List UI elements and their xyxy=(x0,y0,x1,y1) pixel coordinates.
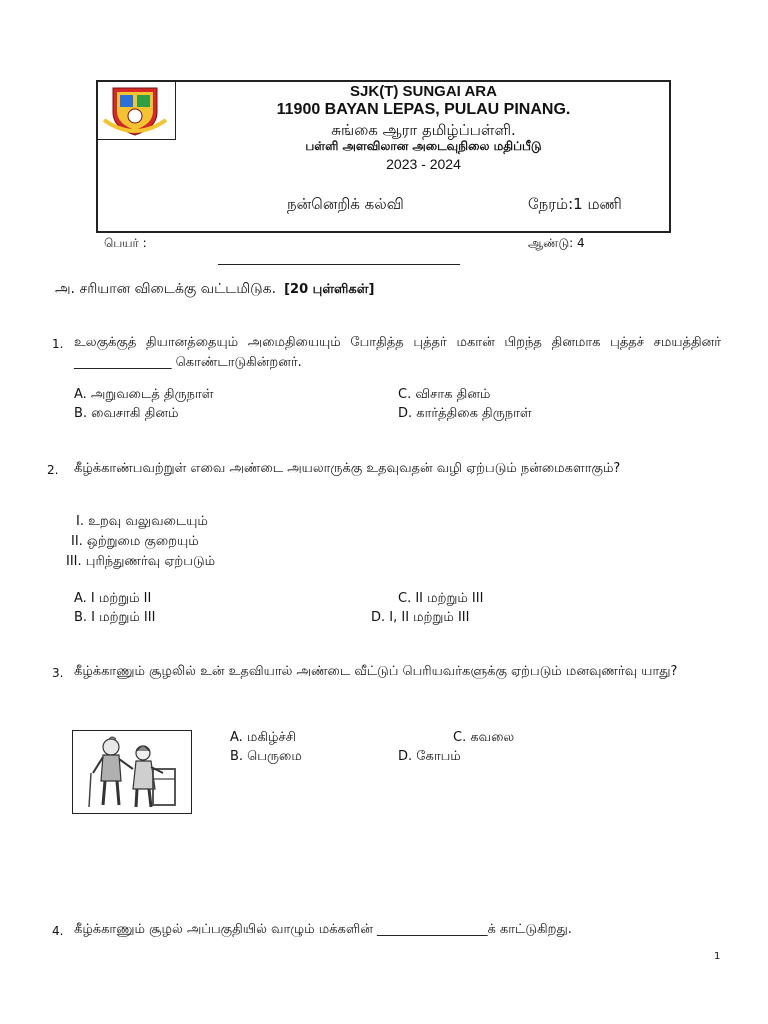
option-b[interactable]: B. I மற்றும் III xyxy=(74,610,156,625)
option-d[interactable]: D. கோபம் xyxy=(398,749,461,764)
statement-3: III. புரிந்துணர்வு ஏற்படும் xyxy=(66,554,216,569)
option-a[interactable]: A. அறுவடைத் திருநாள் xyxy=(74,387,214,402)
question-text: உலகுக்குத் தியானத்தையும் அமைதியையும் போதித்த புத்தர் மகான் பிறந்த தினமாக புத்தச் சமயத்தினர் _______________ கொண்டாடுகின்றனர். xyxy=(74,335,721,370)
option-a[interactable]: A. I மற்றும் II xyxy=(74,591,152,606)
section-heading xyxy=(55,281,374,299)
subject-title: நன்னெறிக் கல்வி xyxy=(287,195,404,213)
option-d[interactable]: D. கார்த்திகை திருநாள் xyxy=(398,406,532,421)
question-number: 1. xyxy=(52,337,64,351)
option-c[interactable]: C. விசாக தினம் xyxy=(398,387,491,402)
question-number: 3. xyxy=(52,666,64,680)
statement-1: I. உறவு வலுவடையும் xyxy=(76,514,208,529)
question-number: 4. xyxy=(52,924,64,938)
option-c[interactable]: C. கவலை xyxy=(453,730,515,745)
logo-cell xyxy=(96,80,176,140)
year-label: ஆண்டு: 4 xyxy=(528,236,585,250)
name-answer-line[interactable] xyxy=(218,264,460,265)
page-number: 1 xyxy=(714,951,721,962)
exam-title: பள்ளி அளவிலான அடைவுநிலை மதிப்பீடு xyxy=(305,139,542,153)
section-marks: [20 புள்ளிகள்] xyxy=(284,282,375,297)
school-name-tamil: சுங்கை ஆரா தமிழ்ப்பள்ளி. xyxy=(331,121,516,139)
school-name: SJK(T) SUNGAI ARA xyxy=(350,83,497,100)
option-a[interactable]: A. மகிழ்ச்சி xyxy=(230,730,296,745)
option-d[interactable]: D. I, II மற்றும் III xyxy=(371,610,470,625)
option-b[interactable]: B. பெருமை xyxy=(230,749,302,764)
question-text: கீழ்க்காண்பவற்றுள் எவை அண்டை அயலாருக்கு உதவுவதன் வழி ஏற்படும் நன்மைகளாகும்? xyxy=(74,461,621,476)
statement-2: II. ஒற்றுமை குறையும் xyxy=(71,534,199,549)
section-title: அ. சரியான விடைக்கு வட்டமிடுக. xyxy=(55,281,277,297)
exam-time: நேரம்:1 மணி xyxy=(528,195,622,213)
academic-year: 2023 - 2024 xyxy=(386,156,461,172)
name-label: பெயர் : xyxy=(104,236,147,250)
option-b[interactable]: B. வைசாகி தினம் xyxy=(74,406,179,421)
question-text: கீழ்க்காணும் சூழலில் உன் உதவியால் அண்டை வீட்டுப் பெரியவர்களுக்கு ஏற்படும் மனவுணர்வு யாது? xyxy=(74,664,678,679)
option-c[interactable]: C. II மற்றும் III xyxy=(398,591,484,606)
school-address: 11900 BAYAN LEPAS, PULAU PINANG. xyxy=(276,101,571,118)
question-number: 2. xyxy=(47,463,59,477)
elderly-couple-icon xyxy=(73,731,191,813)
elderly-couple-illustration xyxy=(72,730,192,814)
school-logo-icon xyxy=(96,80,174,138)
question-text: கீழ்க்காணும் சூழல் அப்பகுதியில் வாழும் மக்களின் _________________க் காட்டுகிறது. xyxy=(74,922,572,937)
